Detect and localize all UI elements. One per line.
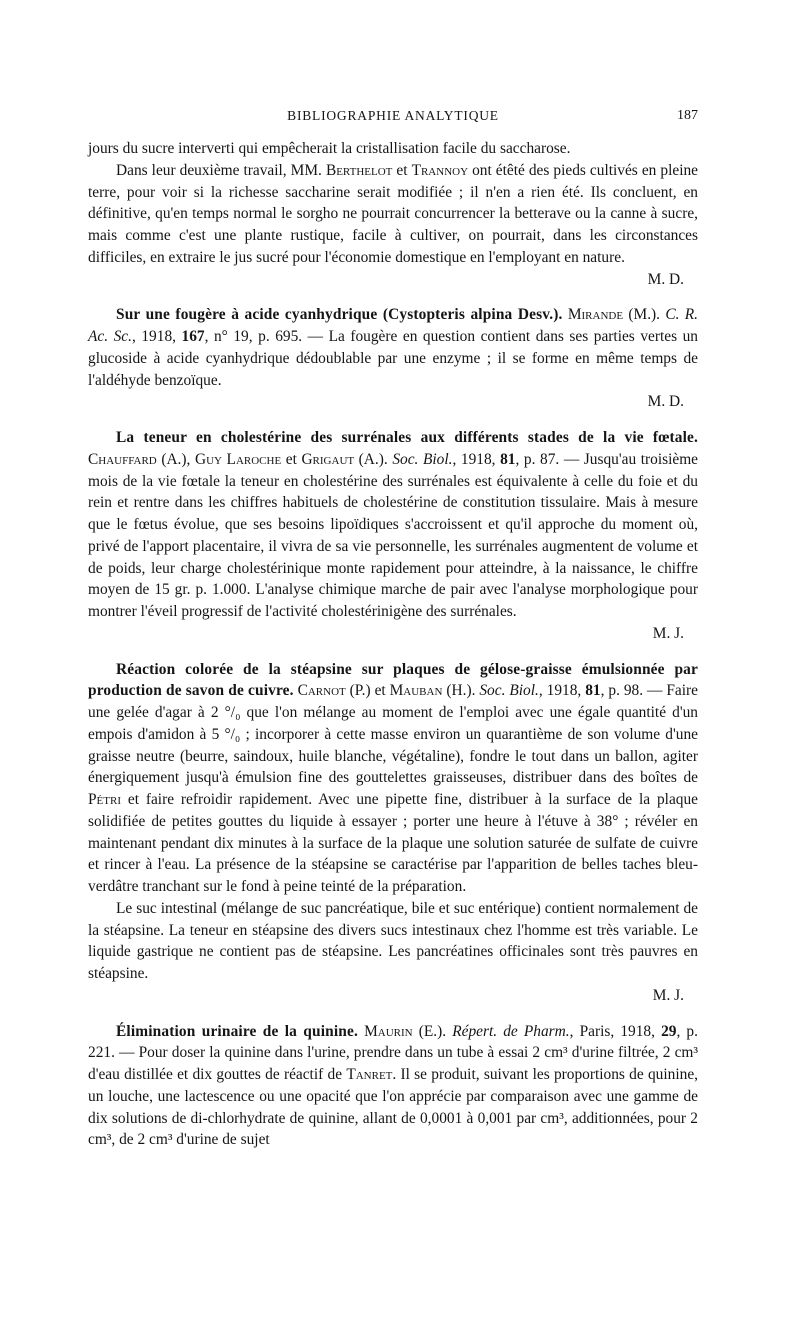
reviewer-initials: M. D. (647, 270, 684, 288)
author-name: Berthelot (325, 161, 393, 179)
page-body (88, 138, 698, 1165)
text: , 1918, (131, 328, 182, 345)
author-name: Maurin (364, 1022, 413, 1040)
text: . Il se produit, suivant les proportions de quinine, un louche, une lactescence ou une opacité que l'on apprécie par comparaison avec une gamme de dix solutions de di-chlorhydrate de quinine, allant de 0,0001 à 0,001 par cm³, additionnées, pour 2 cm³, de 2 cm³ d'urine de sujet (88, 1066, 698, 1149)
text: , p. 221. — (88, 1022, 698, 1062)
paragraph (88, 1021, 698, 1152)
volume-number: 81 (585, 682, 601, 700)
author-name: Guy Laroche (194, 450, 282, 468)
paragraph (88, 138, 698, 160)
text: (P.) et (345, 682, 390, 700)
entry-quinine (88, 1021, 698, 1152)
text: La fougère en question contient dans ses parties vertes un glucoside à acide cyanhydrique dédoublable par une enzyme ; il se forme en même temps de l'aldéhyde benzoïque. (88, 328, 698, 389)
text: et (392, 161, 412, 179)
author-name: Mauban (389, 682, 443, 700)
paragraph (88, 427, 698, 623)
page-number: 187 (677, 108, 698, 123)
entry-cholesterine (88, 427, 698, 645)
text: , Paris, 1918, (569, 1022, 662, 1040)
author-name: Mirande (567, 306, 624, 324)
text: et (281, 450, 302, 468)
reviewer-initials: M. D. (647, 393, 684, 411)
text: , 1918, (538, 682, 586, 700)
text: ont étêté des pieds cultivés en pleine terre, pour voir si la richesse saccharine serait modifiée ; il n'en a rien été. Ils concluent, en définitive, qu'en temps normal le sorgho ne pourrait concurrencer la betterave ou la canne à sucre, mais comme c'est une plante rustique, facile à cultiver, on pourrait, dans les circonstances difficiles, en extraire le jus sucré pour l'économie domestique en l'employant en nature. (88, 161, 698, 266)
volume-number: 81 (500, 450, 516, 468)
author-name: Carnot (297, 682, 346, 700)
entry-title: La teneur en cholestérine des surrénales aux différents stades de la vie fœtale. (116, 429, 698, 446)
text: (H.). (442, 682, 480, 700)
paragraph (88, 160, 698, 269)
text: (A.), (156, 450, 195, 468)
volume-number: 167 (181, 328, 205, 345)
text: (M.). (623, 306, 666, 324)
reviewer-initials: M. J. (652, 986, 684, 1004)
text: Le suc intestinal (mélange de suc pancréatique, bile et suc entérique) contient normalement de la stéapsine. La teneur en stéapsine des divers sucs intestinaux chez l'homme est très variable. Le liquide gastrique ne contient pas de stéapsine. Les pancréatines officinales sont très pauvres en stéapsine. (88, 899, 698, 982)
author-name: Chauffard (88, 450, 157, 468)
journal-name: C. R. Ac. Sc. (88, 306, 698, 345)
entry-title: Élimination urinaire de la quinine. (116, 1022, 358, 1040)
reviewer-initials: M. J. (652, 624, 684, 642)
text: Dans leur deuxième travail, MM. (116, 161, 326, 179)
paragraph (88, 304, 698, 391)
paragraph (88, 898, 698, 985)
text: et faire refroidir rapidement. Avec une pipette fine, distribuer à la surface de la plaque solidifiée de petites gouttes du liquide à essayer ; porter une heure à l'étuve à 38° ; révéler en maintenant pendant dix minutes à la surface de la plaque une solution saturée de sulfate de cuivre et rincer à l'eau. La présence de la stéapsine se caractérise par l'apparition de belles taches bleu-verdâtre tranchant sur le fond à peine teinté de la préparation. (88, 791, 698, 895)
entry-title: Sur une fougère à acide cyanhydrique (Cystopteris alpina Desv.). (116, 306, 563, 324)
text: , 1918, (452, 450, 501, 468)
text: (A.). (354, 450, 393, 468)
running-head: BIBLIOGRAPHIE ANALYTIQUE (287, 108, 499, 123)
paragraph (88, 659, 698, 898)
text: Pour doser la quinine dans l'urine, prendre dans un tube à essai 2 cm³ d'urine filtrée, 2 cm³ d'eau distillée et dix gouttes de réactif de (88, 1044, 698, 1083)
text: (E.). (412, 1022, 453, 1040)
journal-name: Répert. de Pharm. (452, 1022, 570, 1040)
volume-number: 29 (661, 1022, 677, 1040)
author-name: Grigaut (301, 450, 355, 468)
entry-fougere (88, 304, 698, 413)
text: , p. 87. — (515, 450, 584, 468)
entry-title: Réaction colorée de la stéapsine sur plaques de gélose-graisse émulsionnée par production de savon de cuivre. (88, 660, 698, 700)
journal-name: Soc. Biol. (392, 450, 453, 468)
author-name: Trannoy (411, 161, 469, 179)
text: Faire une gelée d'agar à 2 °/₀ que l'on mélange au moment de l'emploi avec une égale quantité d'un empois d'amidon à 5 °/₀ ; incorporer à cette masse environ un quarantième de son volume d'une graisse neutre (beurre, saindoux, huile blanche, végétaline), fondre le tout dans un ballon, agiter énergiquement jusqu'à émulsion fine des gouttelettes graisseuses, distribuer dans des boîtes de (88, 682, 698, 787)
text: , p. 98. — (600, 682, 667, 700)
text: , n° 19, p. 695. — (204, 328, 329, 345)
person-name: Pétri (88, 791, 121, 808)
text: Jusqu'au troisième mois de la vie fœtale la teneur en cholestérine des surrénales est équivalente à celle du foie et du rein et rentre dans les chiffres habituels de cholestérine de constitution tissulaire. Mais à mesure que le fœtus évolue, que ses besoins lipoïdiques s'accroissent et qu'il approche du moment où, privé de l'apport placentaire, il vivra de sa vie personnelle, les surrénales augmentent de volume et de poids, leur charge cholestérinique monte rapidement pour atteindre, à la naissance, le chiffre moyen de 15 gr. p. 1.000. L'analyse chimique marche de pair avec l'analyse morphologique pour montrer l'éveil progressif de l'activité cholestérinigène des surrénales. (88, 450, 699, 620)
entry-continuation (88, 138, 698, 290)
page-header (88, 104, 698, 128)
person-name: Tanret (346, 1066, 393, 1083)
journal-name: Soc. Biol. (479, 682, 539, 700)
entry-steapsine (88, 659, 698, 1007)
text: jours du sucre interverti qui empêcherait la cristallisation facile du saccharose. (88, 140, 571, 157)
